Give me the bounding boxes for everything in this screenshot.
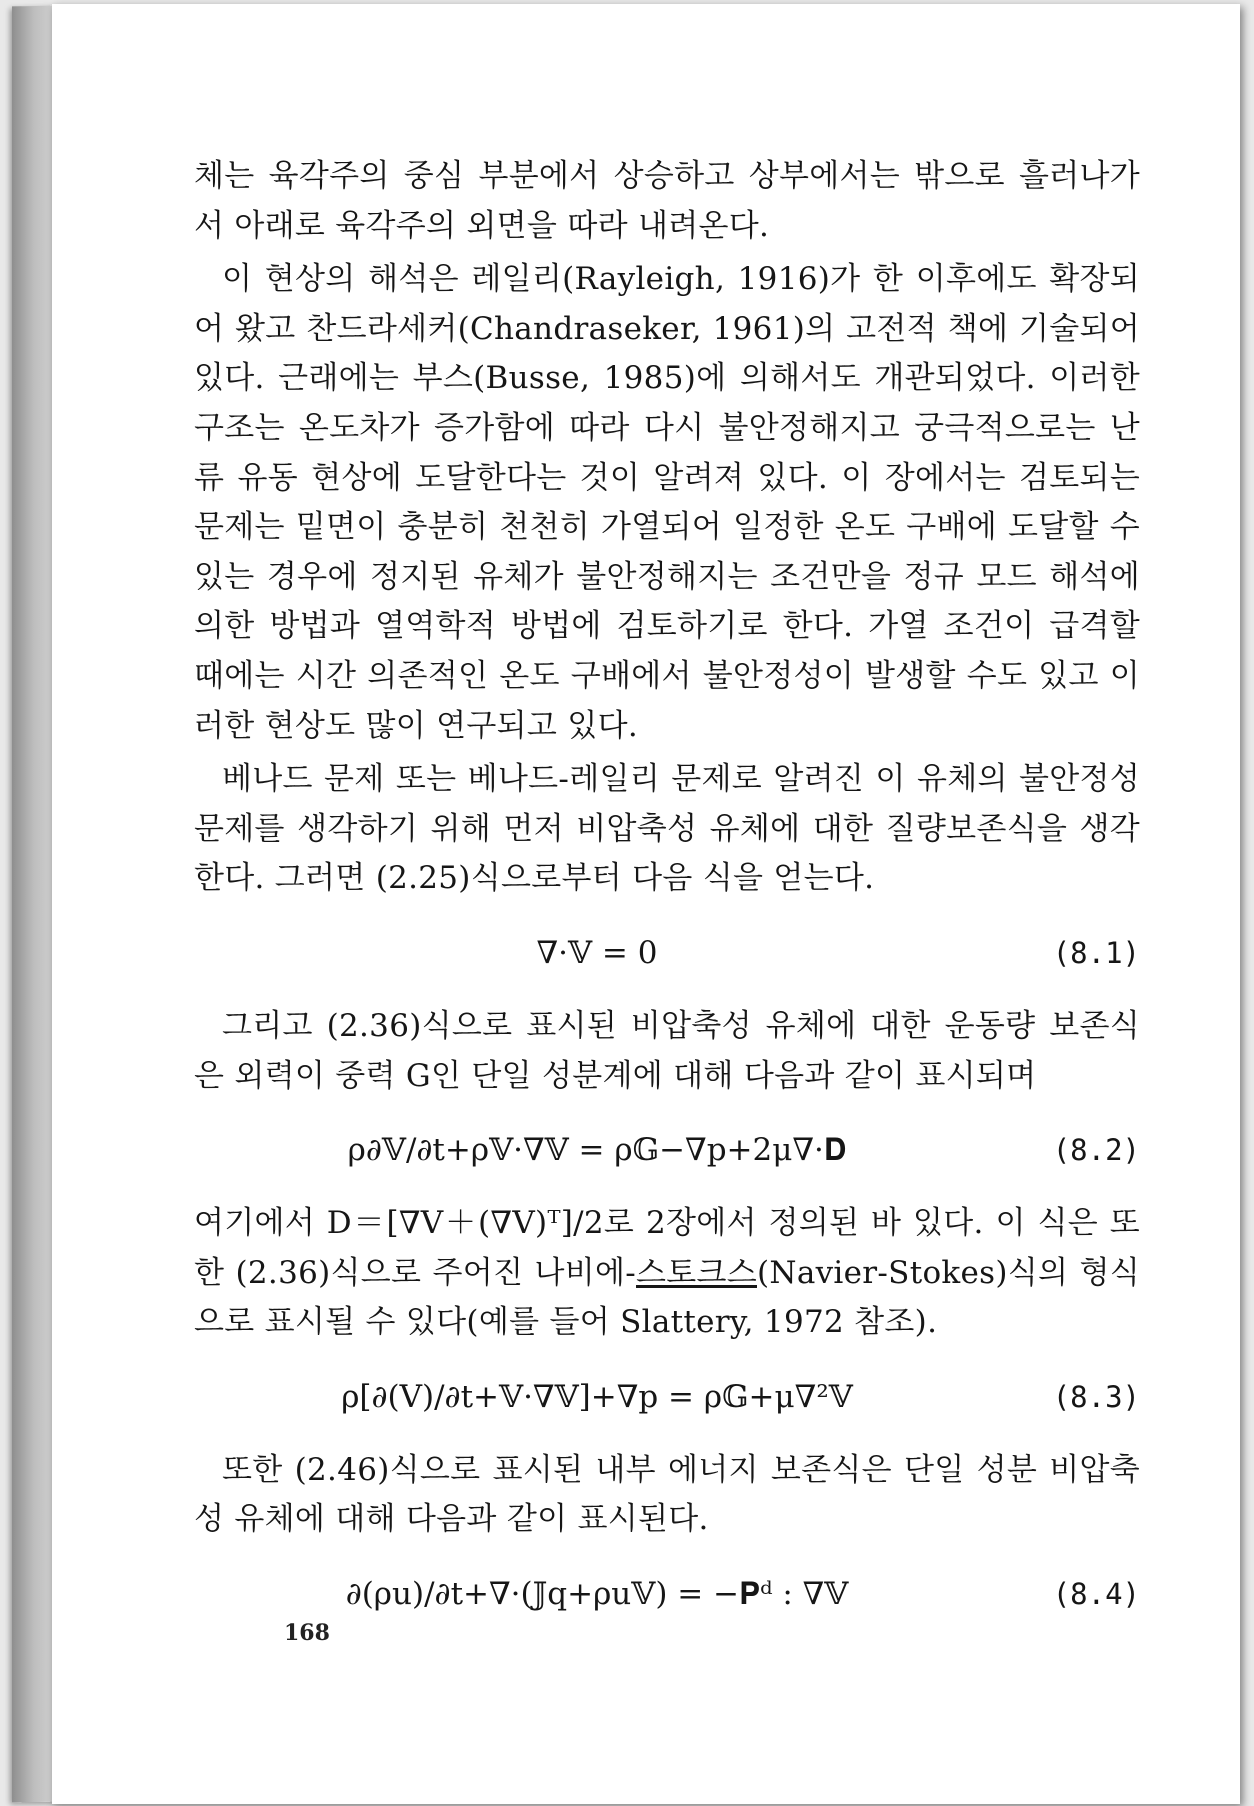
equation-8-4 <box>194 1545 1140 1643</box>
page-content <box>194 152 1140 1643</box>
equation-expression: ∂(ρu)/∂t+∇·(𝕁q+ρu𝕍) = −𝐏ᵈ : ∇𝕍 <box>345 1576 849 1613</box>
paragraph-5 <box>194 1199 1140 1348</box>
equation-8-1 <box>194 904 1140 1002</box>
page-number: 168 <box>284 1620 330 1646</box>
equation-number: (8.1) <box>1052 935 1140 970</box>
paragraph-5-underlined: 스토크스 <box>636 1254 757 1291</box>
equation-8-2 <box>194 1101 1140 1199</box>
paragraph-5-text-a: 여기에서 D＝[∇V＋(∇V)ᵀ]/2로 2장에서 정의된 바 있다. 이 식은 또한 (2.36)식으로 주어진 나비에- <box>194 1205 1140 1291</box>
equation-expression: ρ∂𝕍/∂t+ρ𝕍·∇𝕍 = ρ𝔾−∇p+2μ∇·𝐃 <box>347 1132 847 1169</box>
paragraph-4: 그리고 (2.36)식으로 표시된 비압축성 유체에 대한 운동량 보존식은 외력이 중력 G인 단일 성분계에 대해 다음과 같이 표시되며 <box>194 1007 1140 1094</box>
equation-number: (8.4) <box>1052 1577 1140 1612</box>
paragraph-2: 이 현상의 해석은 레일리(Rayleigh, 1916)가 한 이후에도 확장되어 왔고 찬드라세커(Chandraseker, 1961)의 고전적 책에 기술되어 있다. 근래에는 부스(Busse, 1985)에 의해서도 개관되었다. 이러한 구조는 온도차가 증가함에 따라 다시 불안정해지고 궁극적으로는 난류 유동 현상에 도달한다는 것이 알려져 있다. 이 장에서는 검토되는 문제는 밑면이 충분히 천천히 가열되어 일정한 온도 구배에 도달할 수 있는 경우에 정지된 유체가 불안정해지는 조건만을 정규 모드 해석에 의한 방법과 열역학적 방법에 검토하기로 한다. 가열 조건이 급격할 때에는 시간 의존적인 온도 구배에서 불안정성이 발생할 수도 있고 이러한 현상도 많이 연구되고 있다. <box>194 261 1140 744</box>
book-page <box>52 4 1240 1804</box>
equation-expression: ∇·𝕍 = 0 <box>536 934 658 971</box>
equation-expression: ρ[∂(V)/∂t+𝕍·∇𝕍]+∇p = ρ𝔾+μ∇²𝕍 <box>341 1378 853 1415</box>
paragraph-5-text-b: (Navier-Stokes)식의 형식으로 표시될 수 있다(예를 들어 Slattery, 1972 참조). <box>194 1254 1140 1341</box>
equation-8-3 <box>194 1348 1140 1446</box>
equation-number: (8.3) <box>1052 1379 1140 1414</box>
equation-number: (8.2) <box>1052 1133 1140 1168</box>
paragraph-6: 또한 (2.46)식으로 표시된 내부 에너지 보존식은 단일 성분 비압축성 유체에 대해 다음과 같이 표시된다. <box>194 1451 1140 1538</box>
paragraph-3: 베나드 문제 또는 베나드-레일리 문제로 알려진 이 유체의 불안정성 문제를 생각하기 위해 먼저 비압축성 유체에 대한 질량보존식을 생각한다. 그러면 (2.25)식으로부터 다음 식을 얻는다. <box>194 761 1140 897</box>
paragraph-1: 체는 육각주의 중심 부분에서 상승하고 상부에서는 밖으로 흘러나가서 아래로 육각주의 외면을 따라 내려온다. <box>194 158 1140 244</box>
